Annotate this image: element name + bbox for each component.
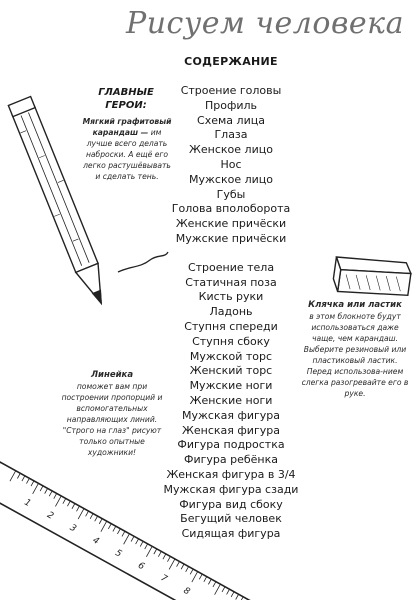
toc-heading: СОДЕРЖАНИЕ: [184, 55, 278, 68]
eraser-icon: [326, 250, 414, 305]
toc-item: Ступня спереди: [184, 319, 278, 333]
heroes-heading-line: ГЕРОИ:: [105, 100, 147, 111]
pencil-text: им лучше всего делать наброски. А ещё его легко растушёвывать и сделать тень.: [83, 128, 171, 181]
toc-item: Фигура подростка: [177, 438, 285, 452]
toc-item: Статичная поза: [185, 275, 277, 289]
ruler-mark-label: 3: [67, 522, 78, 535]
toc-item: Мужские причёски: [175, 231, 287, 245]
toc-item: Нос: [220, 157, 242, 171]
ruler-mark-label: 2: [45, 510, 56, 522]
pencil-icon: [0, 90, 170, 380]
toc-item: Мужская фигура: [181, 408, 281, 422]
pencil-name: Мягкий графитовый карандаш —: [82, 117, 172, 137]
toc-item: Ладонь: [209, 305, 253, 319]
toc-item: Женские ноги: [189, 393, 273, 407]
eraser-text: в этом блокноте будут использоваться даже чаще, чем карандаш. Выберите резиновый или пластиковый ластик. Перед использова-нием слегка разогревайте его в руке.: [301, 312, 409, 398]
toc-item: Сидящая фигура: [181, 527, 281, 541]
toc-item: Голова вполоборота: [171, 202, 291, 216]
toc-item: Мужской торс: [189, 349, 273, 363]
toc-item: Схема лица: [197, 113, 265, 127]
toc-item: Женская фигура: [182, 423, 280, 437]
ruler-icon: [0, 370, 270, 600]
toc-item: Мужская фигура сзади: [163, 482, 299, 496]
toc-item: Мужские ноги: [189, 379, 273, 393]
toc-item: Фигура вид сбоку: [179, 497, 283, 511]
ruler-mark-label: 6: [136, 560, 146, 573]
toc-item: Строение головы: [180, 84, 282, 97]
toc-item: Бегущий человек: [180, 512, 282, 526]
page-title: Рисуем человека: [126, 6, 404, 41]
eraser-note: [300, 300, 410, 399]
toc-item: Женский торс: [189, 364, 273, 378]
ruler-mark-label: 4: [90, 535, 101, 548]
toc-item: Женские причёски: [175, 217, 287, 231]
heroes-heading-line: ГЛАВНЫЕ: [98, 87, 154, 98]
ruler-mark-label: 8: [181, 585, 192, 598]
toc-item: Фигура ребёнка: [183, 453, 278, 467]
ruler-mark-label: 7: [158, 573, 169, 585]
eraser-name: Клячка или ластик: [308, 300, 402, 310]
ruler-mark-label: 1: [22, 497, 33, 510]
toc-item: Строение тела: [187, 260, 275, 274]
toc-item: Кисть руки: [198, 290, 264, 304]
ruler-name: Линейка: [90, 370, 134, 380]
toc-item: Губы: [216, 187, 246, 201]
toc-item: Женская фигура в 3/4: [166, 467, 296, 481]
ruler-mark-label: 5: [113, 548, 124, 560]
toc-item: Профиль: [204, 98, 258, 112]
toc-item: Глаза: [214, 128, 248, 142]
toc-item: Ступня сбоку: [192, 334, 270, 348]
toc-item: Женское лицо: [189, 143, 273, 157]
toc-item: Мужское лицо: [189, 172, 273, 186]
ruler-text: поможет вам при построении пропорций и вспомогательных направляющих линий. "Строго на глаз" рисуют только опытные художники!: [61, 382, 163, 457]
